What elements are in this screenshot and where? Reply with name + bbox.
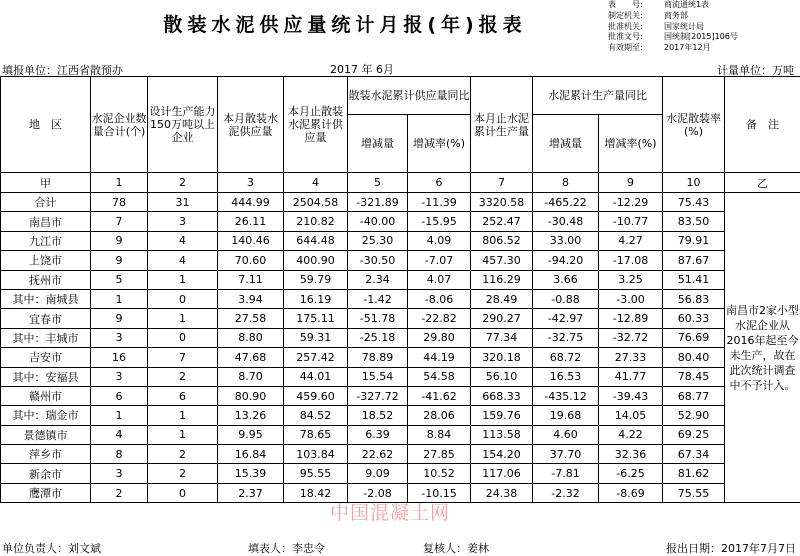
meta-value: 2017年12月 — [664, 43, 711, 54]
table-row — [1, 251, 800, 270]
value-cell: 457.30 — [471, 251, 533, 270]
value-cell: 644.48 — [284, 231, 348, 250]
header-note: 备 注 — [725, 77, 800, 173]
value-cell: 75.55 — [663, 483, 725, 502]
value-cell: 78.65 — [284, 425, 348, 444]
value-cell: -3.00 — [599, 289, 663, 308]
index-cell: 4 — [284, 173, 348, 193]
table-row — [1, 193, 800, 212]
filler-unit: 填报单位：江西省散预办 — [2, 62, 123, 78]
value-cell: 22.62 — [348, 445, 408, 464]
value-cell: 2.34 — [348, 270, 408, 289]
footer-filler: 填表人：李忠令 — [248, 540, 325, 556]
index-cell: 8 — [533, 173, 599, 193]
value-cell: 16.53 — [533, 367, 599, 386]
value-cell: -1.42 — [348, 289, 408, 308]
value-cell: -17.08 — [599, 251, 663, 270]
header-bulk-rate: 水泥散装率(%) — [663, 77, 725, 173]
table-row — [1, 367, 800, 386]
value-cell: 26.11 — [218, 212, 284, 231]
value-cell: 15.54 — [348, 367, 408, 386]
value-cell: 16 — [91, 348, 148, 367]
value-cell: 2 — [148, 367, 218, 386]
header-supply-yoy: 散装水泥累计供应量同比 — [348, 77, 471, 115]
index-cell: 2 — [148, 173, 218, 193]
value-cell: 29.80 — [408, 328, 471, 347]
region-cell: 赣州市 — [1, 386, 91, 405]
value-cell: 33.00 — [533, 231, 599, 250]
value-cell: -94.20 — [533, 251, 599, 270]
value-cell: 32.36 — [599, 445, 663, 464]
value-cell: -12.89 — [599, 309, 663, 328]
value-cell: 6 — [91, 386, 148, 405]
header-region: 地 区 — [1, 77, 91, 173]
value-cell: 7 — [148, 348, 218, 367]
value-cell: 25.30 — [348, 231, 408, 250]
value-cell: -11.39 — [408, 193, 471, 212]
table-row — [1, 328, 800, 347]
region-cell: 其中：南城县 — [1, 289, 91, 308]
value-cell: 79.91 — [663, 231, 725, 250]
value-cell: 18.52 — [348, 406, 408, 425]
value-cell: 78.89 — [348, 348, 408, 367]
value-cell: -2.32 — [533, 483, 599, 502]
value-cell: 444.99 — [218, 193, 284, 212]
value-cell: 140.46 — [218, 231, 284, 250]
value-cell: 60.33 — [663, 309, 725, 328]
meta-key: 有效期至: — [608, 43, 664, 54]
value-cell: 4.22 — [599, 425, 663, 444]
value-cell: 87.67 — [663, 251, 725, 270]
value-cell: 68.72 — [533, 348, 599, 367]
value-cell: 16.84 — [218, 445, 284, 464]
value-cell: -51.78 — [348, 309, 408, 328]
value-cell: 19.68 — [533, 406, 599, 425]
value-cell: 83.50 — [663, 212, 725, 231]
value-cell: 8.70 — [218, 367, 284, 386]
value-cell: 4.09 — [408, 231, 471, 250]
region-cell: 其中：安福县 — [1, 367, 91, 386]
value-cell: 290.27 — [471, 309, 533, 328]
value-cell: 806.52 — [471, 231, 533, 250]
report-meta — [608, 0, 800, 54]
meta-row — [608, 32, 800, 43]
value-cell: 44.19 — [408, 348, 471, 367]
meta-value: 国家统计局 — [664, 22, 704, 33]
header-production-yoy: 水泥累计生产量同比 — [533, 77, 663, 115]
table-row — [1, 445, 800, 464]
value-cell: 67.34 — [663, 445, 725, 464]
header-enterprise-count: 水泥企业数量合计(个) — [91, 77, 148, 173]
table-row — [1, 231, 800, 250]
meta-row — [608, 11, 800, 22]
value-cell: 14.05 — [599, 406, 663, 425]
meta-key: 批准机关: — [608, 22, 664, 33]
value-cell: -2.08 — [348, 483, 408, 502]
value-cell: -25.18 — [348, 328, 408, 347]
value-cell: 84.52 — [284, 406, 348, 425]
value-cell: 9.09 — [348, 464, 408, 483]
index-cell: 1 — [91, 173, 148, 193]
value-cell: 9 — [91, 251, 148, 270]
value-cell: -7.07 — [408, 251, 471, 270]
value-cell: -435.12 — [533, 386, 599, 405]
value-cell: 27.33 — [599, 348, 663, 367]
value-cell: 78.45 — [663, 367, 725, 386]
value-cell: -32.75 — [533, 328, 599, 347]
footer-leader: 单位负责人：刘文斌 — [2, 540, 101, 556]
index-cell: 10 — [663, 173, 725, 193]
value-cell: 3320.58 — [471, 193, 533, 212]
report-footer — [0, 538, 800, 554]
value-cell: -41.62 — [408, 386, 471, 405]
value-cell: 9 — [91, 231, 148, 250]
value-cell: 2.37 — [218, 483, 284, 502]
report-period: 2017 年 6月 — [330, 61, 394, 77]
index-cell: 甲 — [1, 173, 91, 193]
value-cell: 9.95 — [218, 425, 284, 444]
value-cell: -39.43 — [599, 386, 663, 405]
value-cell: 31 — [148, 193, 218, 212]
value-cell: 1 — [91, 289, 148, 308]
value-cell: 41.77 — [599, 367, 663, 386]
value-cell: 27.85 — [408, 445, 471, 464]
value-cell: 6 — [148, 386, 218, 405]
value-cell: 16.19 — [284, 289, 348, 308]
value-cell: 116.29 — [471, 270, 533, 289]
meta-row — [608, 0, 800, 11]
value-cell: 7 — [91, 212, 148, 231]
value-cell: 37.70 — [533, 445, 599, 464]
header-supply-rate: 增减率(%) — [408, 115, 471, 173]
measure-unit: 计量单位：万吨 — [717, 62, 794, 78]
value-cell: 1 — [148, 270, 218, 289]
value-cell: 68.77 — [663, 386, 725, 405]
value-cell: 3.94 — [218, 289, 284, 308]
value-cell: -12.29 — [599, 193, 663, 212]
value-cell: 28.06 — [408, 406, 471, 425]
value-cell: -15.95 — [408, 212, 471, 231]
value-cell: 3 — [148, 212, 218, 231]
value-cell: 44.01 — [284, 367, 348, 386]
header-production-change: 增减量 — [533, 115, 599, 173]
value-cell: 3 — [91, 464, 148, 483]
value-cell: 7.11 — [218, 270, 284, 289]
region-cell: 吉安市 — [1, 348, 91, 367]
value-cell: 76.69 — [663, 328, 725, 347]
meta-value: 商务部 — [664, 11, 688, 22]
value-cell: 54.58 — [408, 367, 471, 386]
value-cell: -22.82 — [408, 309, 471, 328]
value-cell: -327.72 — [348, 386, 408, 405]
value-cell: -30.48 — [533, 212, 599, 231]
value-cell: 175.11 — [284, 309, 348, 328]
value-cell: 78 — [91, 193, 148, 212]
meta-row — [608, 22, 800, 33]
value-cell: 4.27 — [599, 231, 663, 250]
table-row — [1, 289, 800, 308]
value-cell: 320.18 — [471, 348, 533, 367]
value-cell: 47.68 — [218, 348, 284, 367]
index-cell: 3 — [218, 173, 284, 193]
report-title: 散装水泥供应量统计月报(年)报表 — [90, 10, 600, 37]
value-cell: 95.55 — [284, 464, 348, 483]
index-cell: 乙 — [725, 173, 800, 193]
table-row — [1, 425, 800, 444]
header-month-supply: 本月散装水泥供应量 — [218, 77, 284, 173]
meta-value: 国统制[2015]106号 — [664, 32, 738, 43]
header-cumulative-production: 本月止水泥累计生产量 — [471, 77, 533, 173]
index-cell: 5 — [348, 173, 408, 193]
value-cell: -10.77 — [599, 212, 663, 231]
value-cell: 15.39 — [218, 464, 284, 483]
header-supply-change: 增减量 — [348, 115, 408, 173]
value-cell: 1 — [148, 425, 218, 444]
region-cell: 其中：瑞金市 — [1, 406, 91, 425]
value-cell: 59.31 — [284, 328, 348, 347]
table-row — [1, 464, 800, 483]
table-row — [1, 348, 800, 367]
value-cell: 0 — [148, 328, 218, 347]
meta-key: 制定机关: — [608, 11, 664, 22]
footer-date: 报出日期：2017年7月7日 — [666, 540, 796, 556]
value-cell: 52.90 — [663, 406, 725, 425]
table-row — [1, 270, 800, 289]
value-cell: -10.15 — [408, 483, 471, 502]
value-cell: -321.89 — [348, 193, 408, 212]
value-cell: 668.33 — [471, 386, 533, 405]
value-cell: 3.25 — [599, 270, 663, 289]
region-cell: 上饶市 — [1, 251, 91, 270]
value-cell: 4 — [148, 251, 218, 270]
meta-value: 商流通统1表 — [664, 0, 709, 11]
value-cell: -465.22 — [533, 193, 599, 212]
value-cell: 257.42 — [284, 348, 348, 367]
value-cell: -7.81 — [533, 464, 599, 483]
value-cell: 18.42 — [284, 483, 348, 502]
region-cell: 新余市 — [1, 464, 91, 483]
value-cell: 0 — [148, 289, 218, 308]
region-cell: 宜春市 — [1, 309, 91, 328]
value-cell: 27.58 — [218, 309, 284, 328]
value-cell: 2 — [91, 483, 148, 502]
value-cell: 80.40 — [663, 348, 725, 367]
region-cell: 九江市 — [1, 231, 91, 250]
value-cell: 117.06 — [471, 464, 533, 483]
value-cell: 77.34 — [471, 328, 533, 347]
value-cell: 154.20 — [471, 445, 533, 464]
value-cell: 159.76 — [471, 406, 533, 425]
region-cell: 南昌市 — [1, 212, 91, 231]
value-cell: -42.97 — [533, 309, 599, 328]
region-cell: 合计 — [1, 193, 91, 212]
value-cell: 3 — [91, 328, 148, 347]
value-cell: 56.83 — [663, 289, 725, 308]
value-cell: 56.10 — [471, 367, 533, 386]
value-cell: 28.49 — [471, 289, 533, 308]
table-row — [1, 483, 800, 502]
note-cell: 南昌市2家小型水泥企业从2016年起至今未生产，故在此次统计调查中不予计入。 — [725, 193, 800, 503]
value-cell: 2 — [148, 464, 218, 483]
value-cell: 1 — [148, 309, 218, 328]
table-row — [1, 212, 800, 231]
value-cell: -8.69 — [599, 483, 663, 502]
value-cell: 59.79 — [284, 270, 348, 289]
value-cell: -8.06 — [408, 289, 471, 308]
value-cell: 4.07 — [408, 270, 471, 289]
value-cell: -6.25 — [599, 464, 663, 483]
value-cell: 400.90 — [284, 251, 348, 270]
region-cell: 其中：丰城市 — [1, 328, 91, 347]
header-production-rate: 增减率(%) — [599, 115, 663, 173]
value-cell: 113.58 — [471, 425, 533, 444]
table-row — [1, 309, 800, 328]
footer-reviewer: 复核人：姜林 — [423, 540, 489, 556]
region-cell: 萍乡市 — [1, 445, 91, 464]
value-cell: 4 — [91, 425, 148, 444]
value-cell: 69.25 — [663, 425, 725, 444]
value-cell: -0.88 — [533, 289, 599, 308]
region-cell: 景德镇市 — [1, 425, 91, 444]
header-large-enterprise: 设计生产能力150万吨以上企业 — [148, 77, 218, 173]
value-cell: 3 — [91, 367, 148, 386]
meta-row — [608, 43, 800, 54]
index-row — [1, 173, 800, 193]
value-cell: -32.72 — [599, 328, 663, 347]
value-cell: -40.00 — [348, 212, 408, 231]
meta-key: 表 号: — [608, 0, 664, 11]
value-cell: 8.84 — [408, 425, 471, 444]
value-cell: 8 — [91, 445, 148, 464]
index-cell: 7 — [471, 173, 533, 193]
header-cumulative-supply: 本月止散装水泥累计供应量 — [284, 77, 348, 173]
value-cell: 1 — [91, 406, 148, 425]
region-cell: 抚州市 — [1, 270, 91, 289]
value-cell: -30.50 — [348, 251, 408, 270]
value-cell: 5 — [91, 270, 148, 289]
value-cell: 75.43 — [663, 193, 725, 212]
value-cell: 3.66 — [533, 270, 599, 289]
value-cell: 10.52 — [408, 464, 471, 483]
value-cell: 252.47 — [471, 212, 533, 231]
value-cell: 103.84 — [284, 445, 348, 464]
value-cell: 9 — [91, 309, 148, 328]
value-cell: 80.90 — [218, 386, 284, 405]
index-cell: 6 — [408, 173, 471, 193]
value-cell: 210.82 — [284, 212, 348, 231]
value-cell: 4 — [148, 231, 218, 250]
value-cell: 1 — [148, 406, 218, 425]
value-cell: 51.41 — [663, 270, 725, 289]
value-cell: 2 — [148, 445, 218, 464]
value-cell: 4.60 — [533, 425, 599, 444]
table-row — [1, 406, 800, 425]
cement-supply-table — [0, 76, 800, 503]
value-cell: 81.62 — [663, 464, 725, 483]
value-cell: 6.39 — [348, 425, 408, 444]
value-cell: 459.60 — [284, 386, 348, 405]
watermark: 中国混凝土网 — [330, 498, 450, 525]
table-row — [1, 386, 800, 405]
value-cell: 8.80 — [218, 328, 284, 347]
index-cell: 9 — [599, 173, 663, 193]
meta-key: 批准文号: — [608, 32, 664, 43]
region-cell: 鹰潭市 — [1, 483, 91, 502]
value-cell: 13.26 — [218, 406, 284, 425]
value-cell: 70.60 — [218, 251, 284, 270]
value-cell: 24.38 — [471, 483, 533, 502]
value-cell: 2504.58 — [284, 193, 348, 212]
value-cell: 0 — [148, 483, 218, 502]
